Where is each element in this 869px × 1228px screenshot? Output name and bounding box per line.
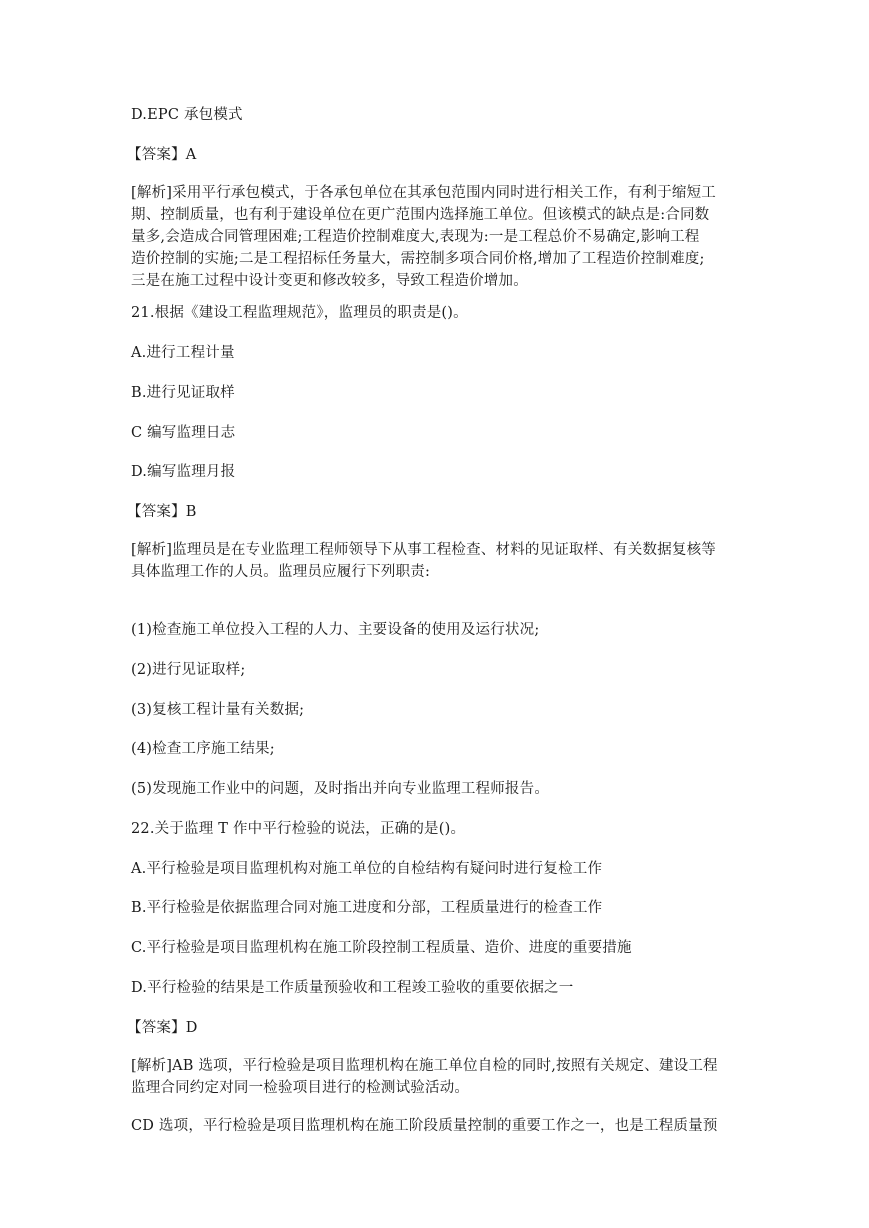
analysis-line: [解析]AB 选项，平行检验是项目监理机构在施工单位自检的同时,按照有关规定、建设工程 [131, 1058, 718, 1074]
q21-option-a: A.进行工程计量 [131, 345, 235, 361]
duty-4: (4)检查工序施工结果; [131, 741, 275, 757]
analysis-line: 期、控制质量，也有利于建设单位在更广范围内选择施工单位。但该模式的缺点是:合同数 [131, 207, 710, 223]
q21-option-c: C 编写监理日志 [131, 425, 236, 441]
analysis-q22-ab [131, 1055, 739, 1099]
duty-1: (1)检查施工单位投入工程的人力、主要设备的使用及运行状况; [131, 622, 540, 638]
analysis-line: 量多,会造成合同管理困难;工程造价控制难度大,表现为:一是工程总价不易确定,影响工程 [131, 229, 700, 245]
analysis-line: [解析]采用平行承包模式，于各承包单位在其承包范围内同时进行相关工作，有利于缩短工 [131, 185, 717, 201]
q22-option-c: C.平行检验是项目监理机构在施工阶段控制工程质量、造价、进度的重要措施 [131, 940, 632, 956]
duty-5: (5)发现施工作业中的问题，及时指出并向专业监理工程师报告。 [131, 781, 550, 797]
duty-3: (3)复核工程计量有关数据; [131, 702, 305, 718]
duty-2: (2)进行见证取样; [131, 662, 246, 678]
answer-q22: 【答案】D [127, 1020, 198, 1036]
analysis-q20 [131, 182, 739, 292]
question-22: 22.关于监理 T 作中平行检验的说法，正确的是()。 [131, 821, 466, 837]
answer-q21: 【答案】B [127, 504, 197, 520]
analysis-line: 具体监理工作的人员。监理员应履行下列职责: [131, 564, 431, 580]
analysis-line: 造价控制的实施;二是工程招标任务量大，需控制多项合同价格,增加了工程造价控制难度; [131, 251, 705, 267]
analysis-line: 三是在施工过程中设计变更和修改较多，导致工程造价增加。 [131, 273, 528, 289]
analysis-line: [解析]监理员是在专业监理工程师领导下从事工程检查、材料的见证取样、有关数据复核等 [131, 542, 717, 558]
analysis-line: 监理合同约定对同一检验项目进行的检测试验活动。 [131, 1080, 470, 1096]
analysis-q21 [131, 539, 739, 583]
analysis-q22-cd [131, 1115, 739, 1137]
answer-q20: 【答案】A [127, 147, 197, 163]
q21-option-b: B.进行见证取样 [131, 385, 235, 401]
option-d-epc: D.EPC 承包模式 [131, 107, 243, 123]
q22-option-b: B.平行检验是依据监理合同对施工进度和分部，工程质量进行的检查工作 [131, 900, 603, 916]
q22-option-d: D.平行检验的结果是工作质量预验收和工程竣工验收的重要依据之一 [131, 980, 574, 996]
q22-option-a: A.平行检验是项目监理机构对施工单位的自检结构有疑问时进行复检工作 [131, 861, 603, 877]
analysis-line: CD 选项，平行检验是项目监理机构在施工阶段质量控制的重要工作之一，也是工程质量预 [131, 1118, 718, 1134]
question-21: 21.根据《建设工程监理规范》，监理员的职责是()。 [131, 305, 468, 321]
q21-option-d: D.编写监理月报 [131, 464, 236, 480]
